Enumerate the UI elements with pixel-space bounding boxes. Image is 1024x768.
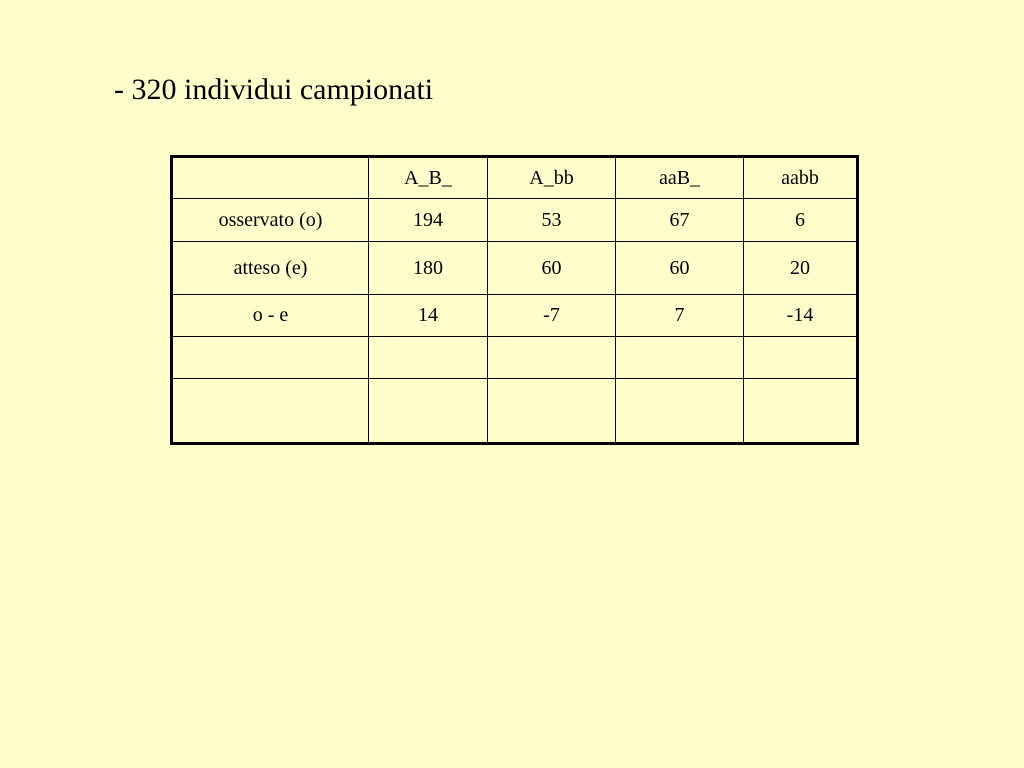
table-row-empty — [172, 337, 858, 379]
table-cell — [744, 379, 858, 444]
table-cell — [744, 337, 858, 379]
table-header-cell: A_bb — [488, 157, 616, 199]
table-header-row — [172, 157, 858, 199]
table-cell: -7 — [488, 295, 616, 337]
table-cell: 67 — [616, 199, 744, 242]
table-cell: 14 — [369, 295, 488, 337]
row-label-cell — [172, 337, 369, 379]
table-row — [172, 199, 858, 242]
table-cell — [488, 379, 616, 444]
table-header-cell: aaB_ — [616, 157, 744, 199]
table-cell: 20 — [744, 242, 858, 295]
table-header-cell: aabb — [744, 157, 858, 199]
table-cell — [488, 337, 616, 379]
table-cell: 60 — [488, 242, 616, 295]
row-label-cell — [172, 379, 369, 444]
row-label-cell: osservato (o) — [172, 199, 369, 242]
table-cell: -14 — [744, 295, 858, 337]
table-cell: 60 — [616, 242, 744, 295]
slide-heading: - 320 individui campionati — [114, 73, 434, 106]
table-cell: 194 — [369, 199, 488, 242]
table-header-cell — [172, 157, 369, 199]
table-cell: 7 — [616, 295, 744, 337]
table-row — [172, 295, 858, 337]
row-label-cell: atteso (e) — [172, 242, 369, 295]
table-cell: 180 — [369, 242, 488, 295]
row-label-cell: o - e — [172, 295, 369, 337]
table-cell — [616, 337, 744, 379]
data-table — [170, 155, 859, 445]
table-header-cell: A_B_ — [369, 157, 488, 199]
table-cell — [369, 337, 488, 379]
table-cell — [369, 379, 488, 444]
table-cell: 6 — [744, 199, 858, 242]
table-row — [172, 242, 858, 295]
table-row-empty — [172, 379, 858, 444]
table-cell: 53 — [488, 199, 616, 242]
table-cell — [616, 379, 744, 444]
